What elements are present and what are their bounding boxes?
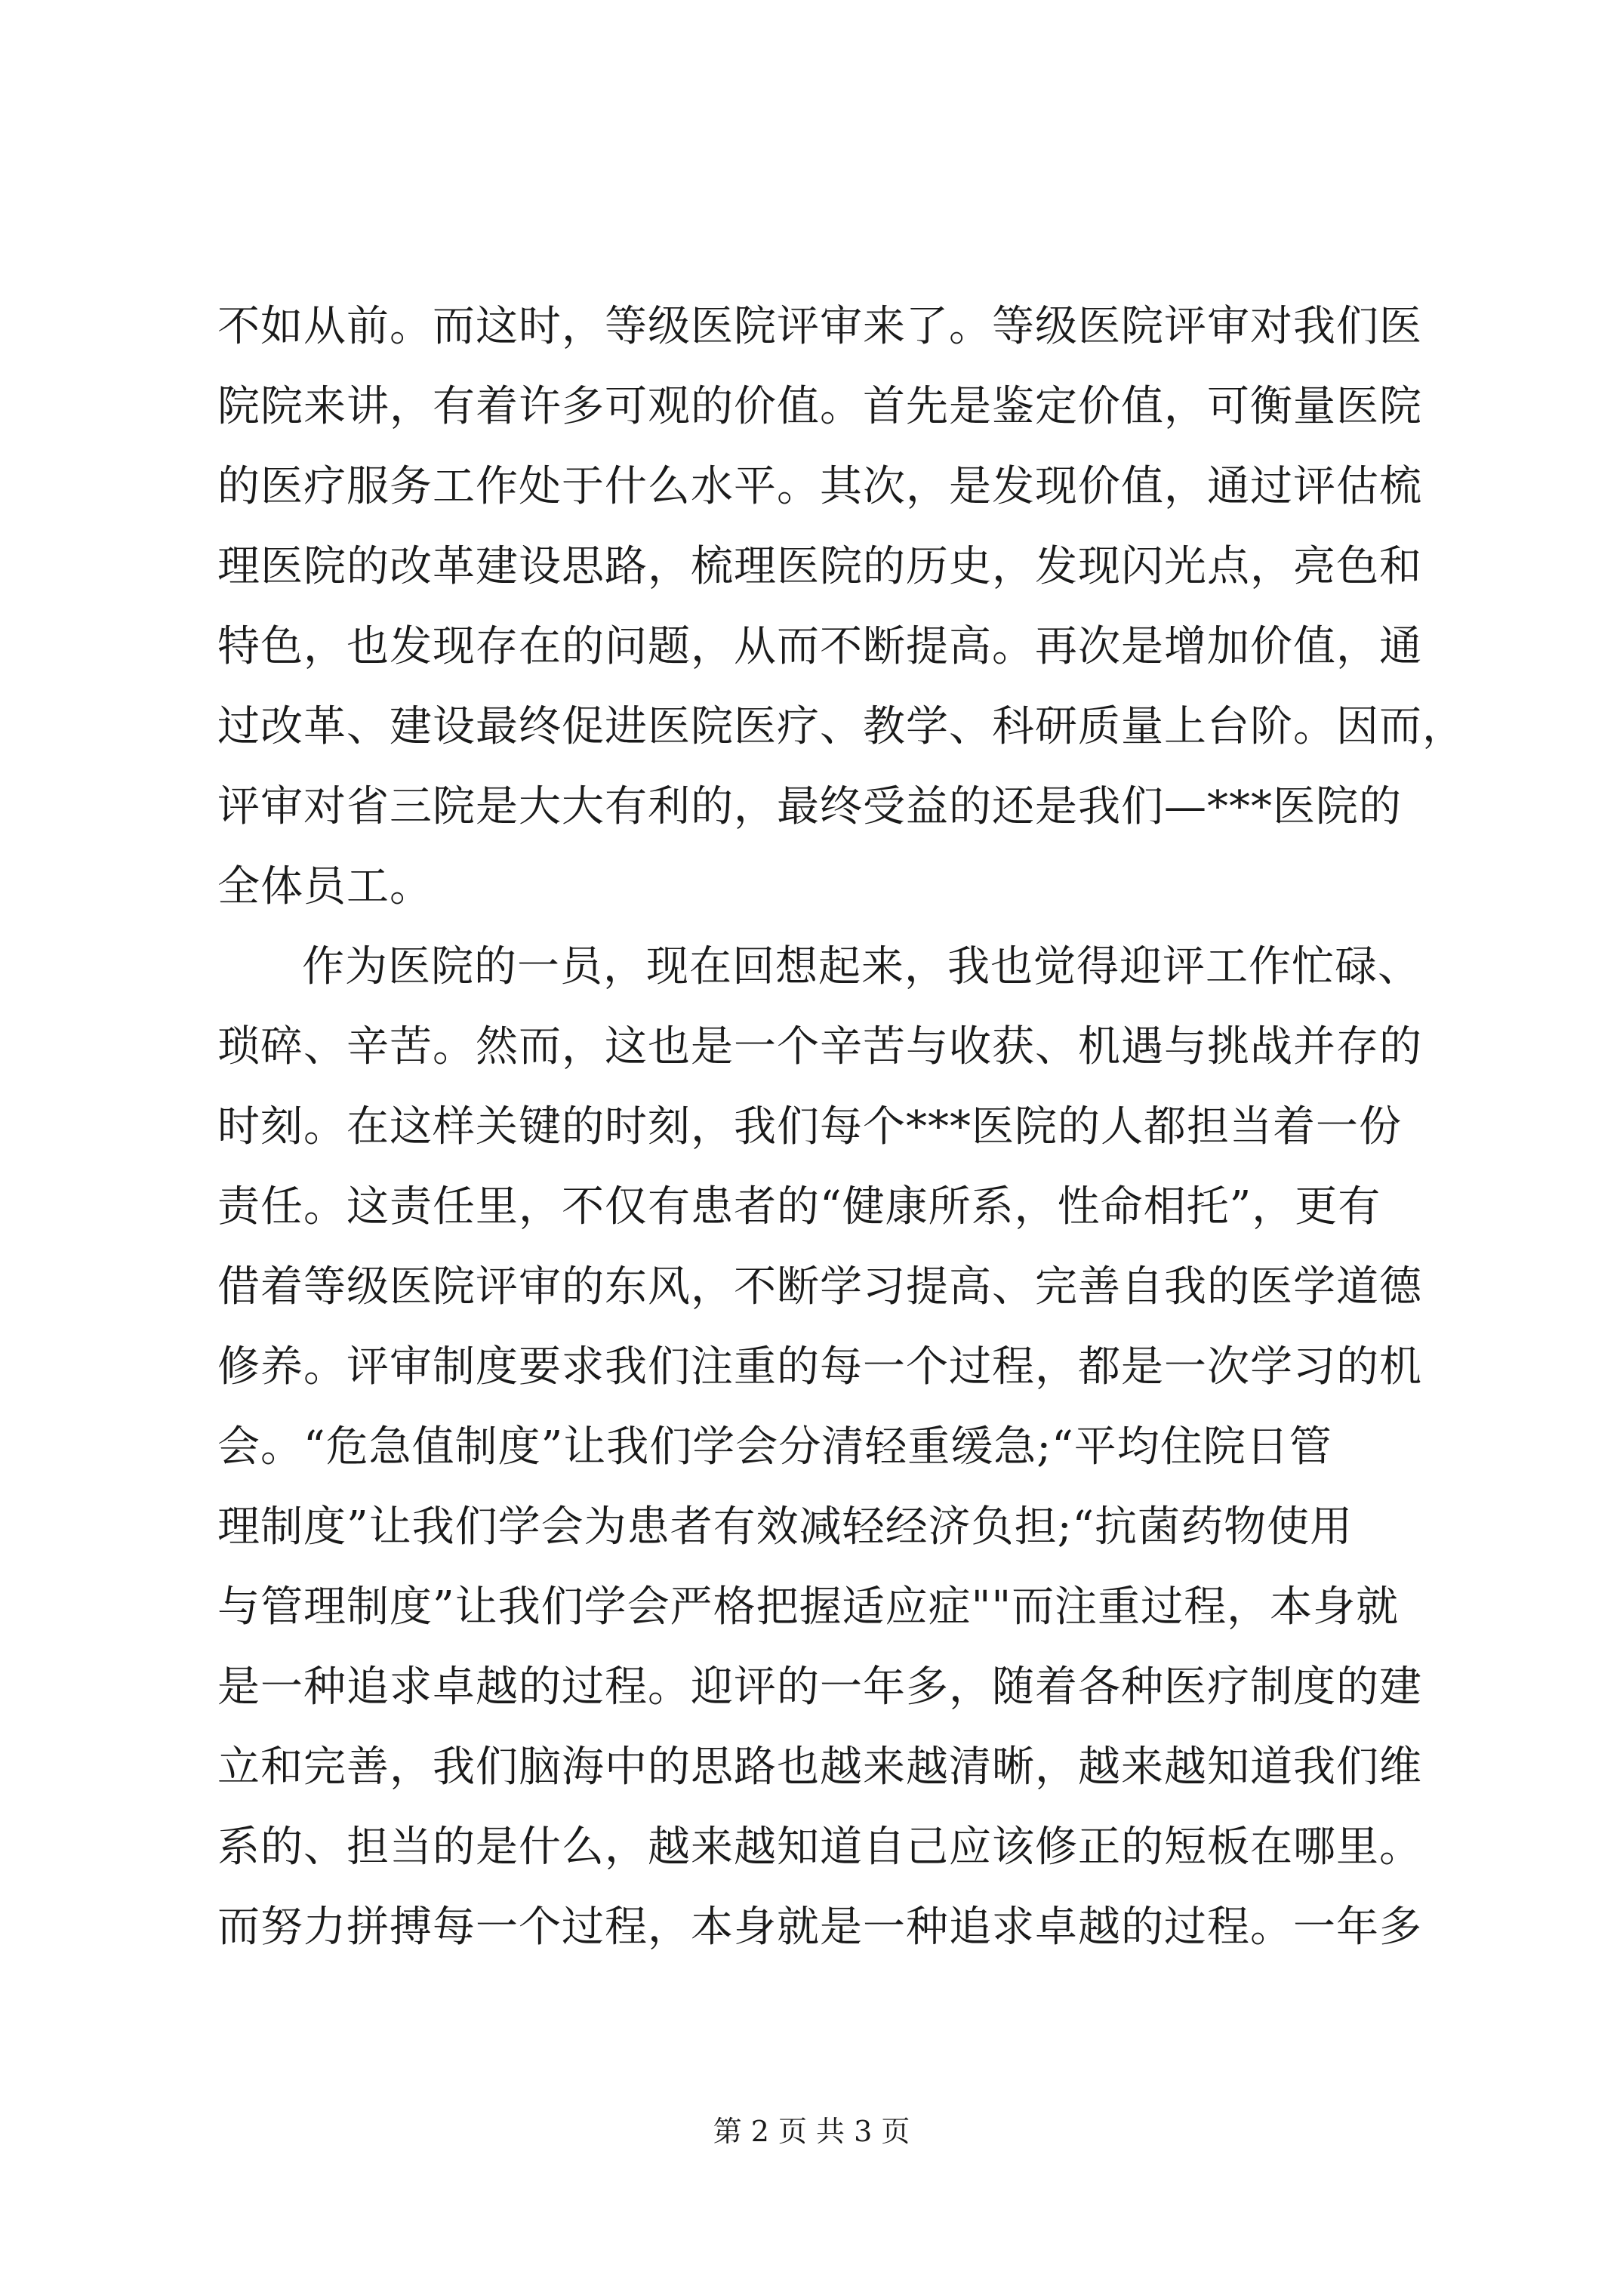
text-line: 而努力拼搏每一个过程，本身就是一种追求卓越的过程。一年多 bbox=[217, 1903, 1422, 1952]
text-line: 与管理制度”让我们学会严格把握适应症""而注重过程，本身就 bbox=[217, 1583, 1400, 1632]
text-line: 过改革、建设最终促进医院医疗、教学、科研质量上台阶。因而， bbox=[217, 702, 1465, 751]
text-line: 理医院的改革建设思路，梳理医院的历史，发现闪光点，亮色和 bbox=[217, 542, 1422, 591]
text-line: 责任。这责任里，不仅有患者的“健康所系，性命相托”，更有 bbox=[217, 1182, 1381, 1231]
text-line: 院院来讲，有着许多可观的价值。首先是鉴定价值，可衡量医院 bbox=[217, 382, 1422, 431]
text-line: 不如从前。而这时，等级医院评审来了。等级医院评审对我们医 bbox=[217, 302, 1422, 351]
text-line: 全体员工。 bbox=[217, 862, 433, 911]
text-line: 评审对省三院是大大有利的，最终受益的还是我们—***医院的 bbox=[217, 782, 1402, 831]
page-number-footer: 第 2 页 共 3 页 bbox=[713, 2115, 910, 2148]
text-line: 时刻。在这样关键的时刻，我们每个***医院的人都担当着一份 bbox=[217, 1102, 1402, 1151]
paragraph-start-line: 作为医院的一员，现在回想起来，我也觉得迎评工作忙碌、 bbox=[302, 942, 1421, 991]
text-line: 是一种追求卓越的过程。迎评的一年多，随着各种医疗制度的建 bbox=[217, 1663, 1422, 1712]
text-line: 会。“危急值制度”让我们学会分清轻重缓急;“平均住院日管 bbox=[217, 1422, 1332, 1472]
text-line: 琐碎、辛苦。然而，这也是一个辛苦与收获、机遇与挑战并存的 bbox=[217, 1022, 1422, 1071]
text-line: 立和完善，我们脑海中的思路也越来越清晰，越来越知道我们维 bbox=[217, 1743, 1422, 1792]
text-line: 借着等级医院评审的东风，不断学习提高、完善自我的医学道德 bbox=[217, 1262, 1422, 1311]
text-line: 的医疗服务工作处于什么水平。其次，是发现价值，通过评估梳 bbox=[217, 462, 1422, 511]
text-line: 系的、担当的是什么，越来越知道自己应该修正的短板在哪里。 bbox=[217, 1823, 1422, 1872]
text-line: 理制度”让我们学会为患者有效减轻经济负担;“抗菌药物使用 bbox=[217, 1502, 1354, 1552]
document-body bbox=[217, 287, 1465, 1968]
text-line: 特色，也发现存在的问题，从而不断提高。再次是增加价值，通 bbox=[217, 622, 1422, 671]
text-line: 修养。评审制度要求我们注重的每一个过程，都是一次学习的机 bbox=[217, 1342, 1422, 1391]
